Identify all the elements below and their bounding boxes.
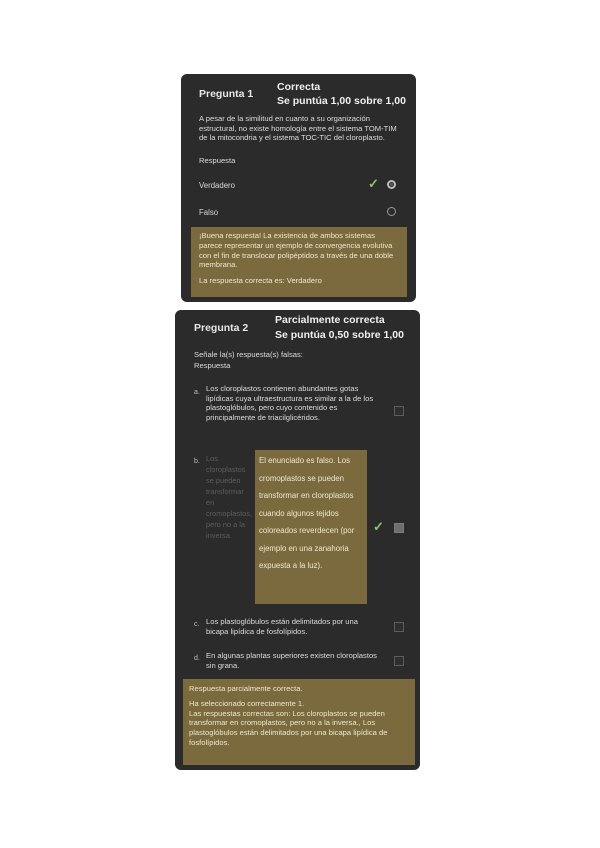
question-number: Pregunta 1 <box>199 88 254 100</box>
question-2-card <box>175 310 420 770</box>
checkbox[interactable] <box>394 406 404 416</box>
selected-count-text: Ha seleccionado correctamente 1. <box>189 698 305 708</box>
option-label: Verdadero <box>199 181 235 190</box>
option-text: Los cloroplastos contienen abundantes gotas lipídicas cuya ultraestructura es similar a la de los plastoglóbulos, pero cuyo contenido es principalmente de triacilglicéridos. <box>206 384 374 422</box>
question-statement: Señale la(s) respuesta(s) falsas: <box>194 350 303 359</box>
feedback-text: ¡Buena respuesta! La existencia de ambos sistemas parece representar un ejemplo de convergencia evolutiva con el fin de translocar polipéptidos a través de una doble membrana. <box>199 231 394 270</box>
feedback-box <box>183 679 415 765</box>
correct-check-icon: ✓ <box>368 176 379 191</box>
option-text: Los cloroplastos se pueden transformar en cromoplastos, pero no a la inversa. <box>206 454 253 540</box>
correct-check-icon: ✓ <box>373 519 384 534</box>
question-number: Pregunta 2 <box>194 322 249 334</box>
option-text: En algunas plantas superiores existen cloroplastos sin grana. <box>206 651 377 670</box>
feedback-box <box>191 227 407 297</box>
question-status: Parcialmente correcta <box>275 314 385 326</box>
question-status: Correcta <box>277 81 321 93</box>
checkbox[interactable] <box>394 523 404 533</box>
question-score: Se puntúa 1,00 sobre 1,00 <box>277 95 406 107</box>
feedback-text: Respuesta parcialmente correcta. <box>189 684 303 693</box>
radio-button[interactable] <box>387 180 396 189</box>
answer-label: Respuesta <box>194 361 231 370</box>
option-letter: b. <box>194 458 200 465</box>
question-1-card <box>181 74 416 302</box>
checkbox[interactable] <box>394 656 404 666</box>
option-label: Falso <box>199 208 219 217</box>
checkbox[interactable] <box>394 622 404 632</box>
option-text: Los plastoglóbulos están delimitados por una bicapa lipídica de fosfolípidos. <box>206 617 358 636</box>
answer-label: Respuesta <box>199 156 236 165</box>
question-score: Se puntúa 0,50 sobre 1,00 <box>275 329 404 341</box>
option-letter: a. <box>194 389 200 396</box>
correct-answer-text: Las respuestas correctas son: Los cloroplastos se pueden transformar en cromoplastos, pero no a la inversa., Los plastoglóbulos están delimitados por una bicapa lipídica de fosfolípidos. <box>189 708 388 747</box>
option-letter: c. <box>194 621 200 628</box>
feedback-tooltip: El enunciado es falso. Los cromoplastos se pueden transformar en cloroplastos cuando algunos tejidos coloreados reverdecen (por ejemplo en una zanahoria expuesta a la luz). <box>255 450 367 604</box>
correct-answer-text: La respuesta correcta es: Verdadero <box>199 276 322 286</box>
option-letter: d. <box>194 655 200 662</box>
radio-button[interactable] <box>387 207 396 216</box>
question-statement: A pesar de la similitud en cuanto a su organización estructural, no existe homología entre el sistema TOM-TIM de la mitocondria y el sistema TOC-TIC del cloroplasto. <box>199 114 397 143</box>
